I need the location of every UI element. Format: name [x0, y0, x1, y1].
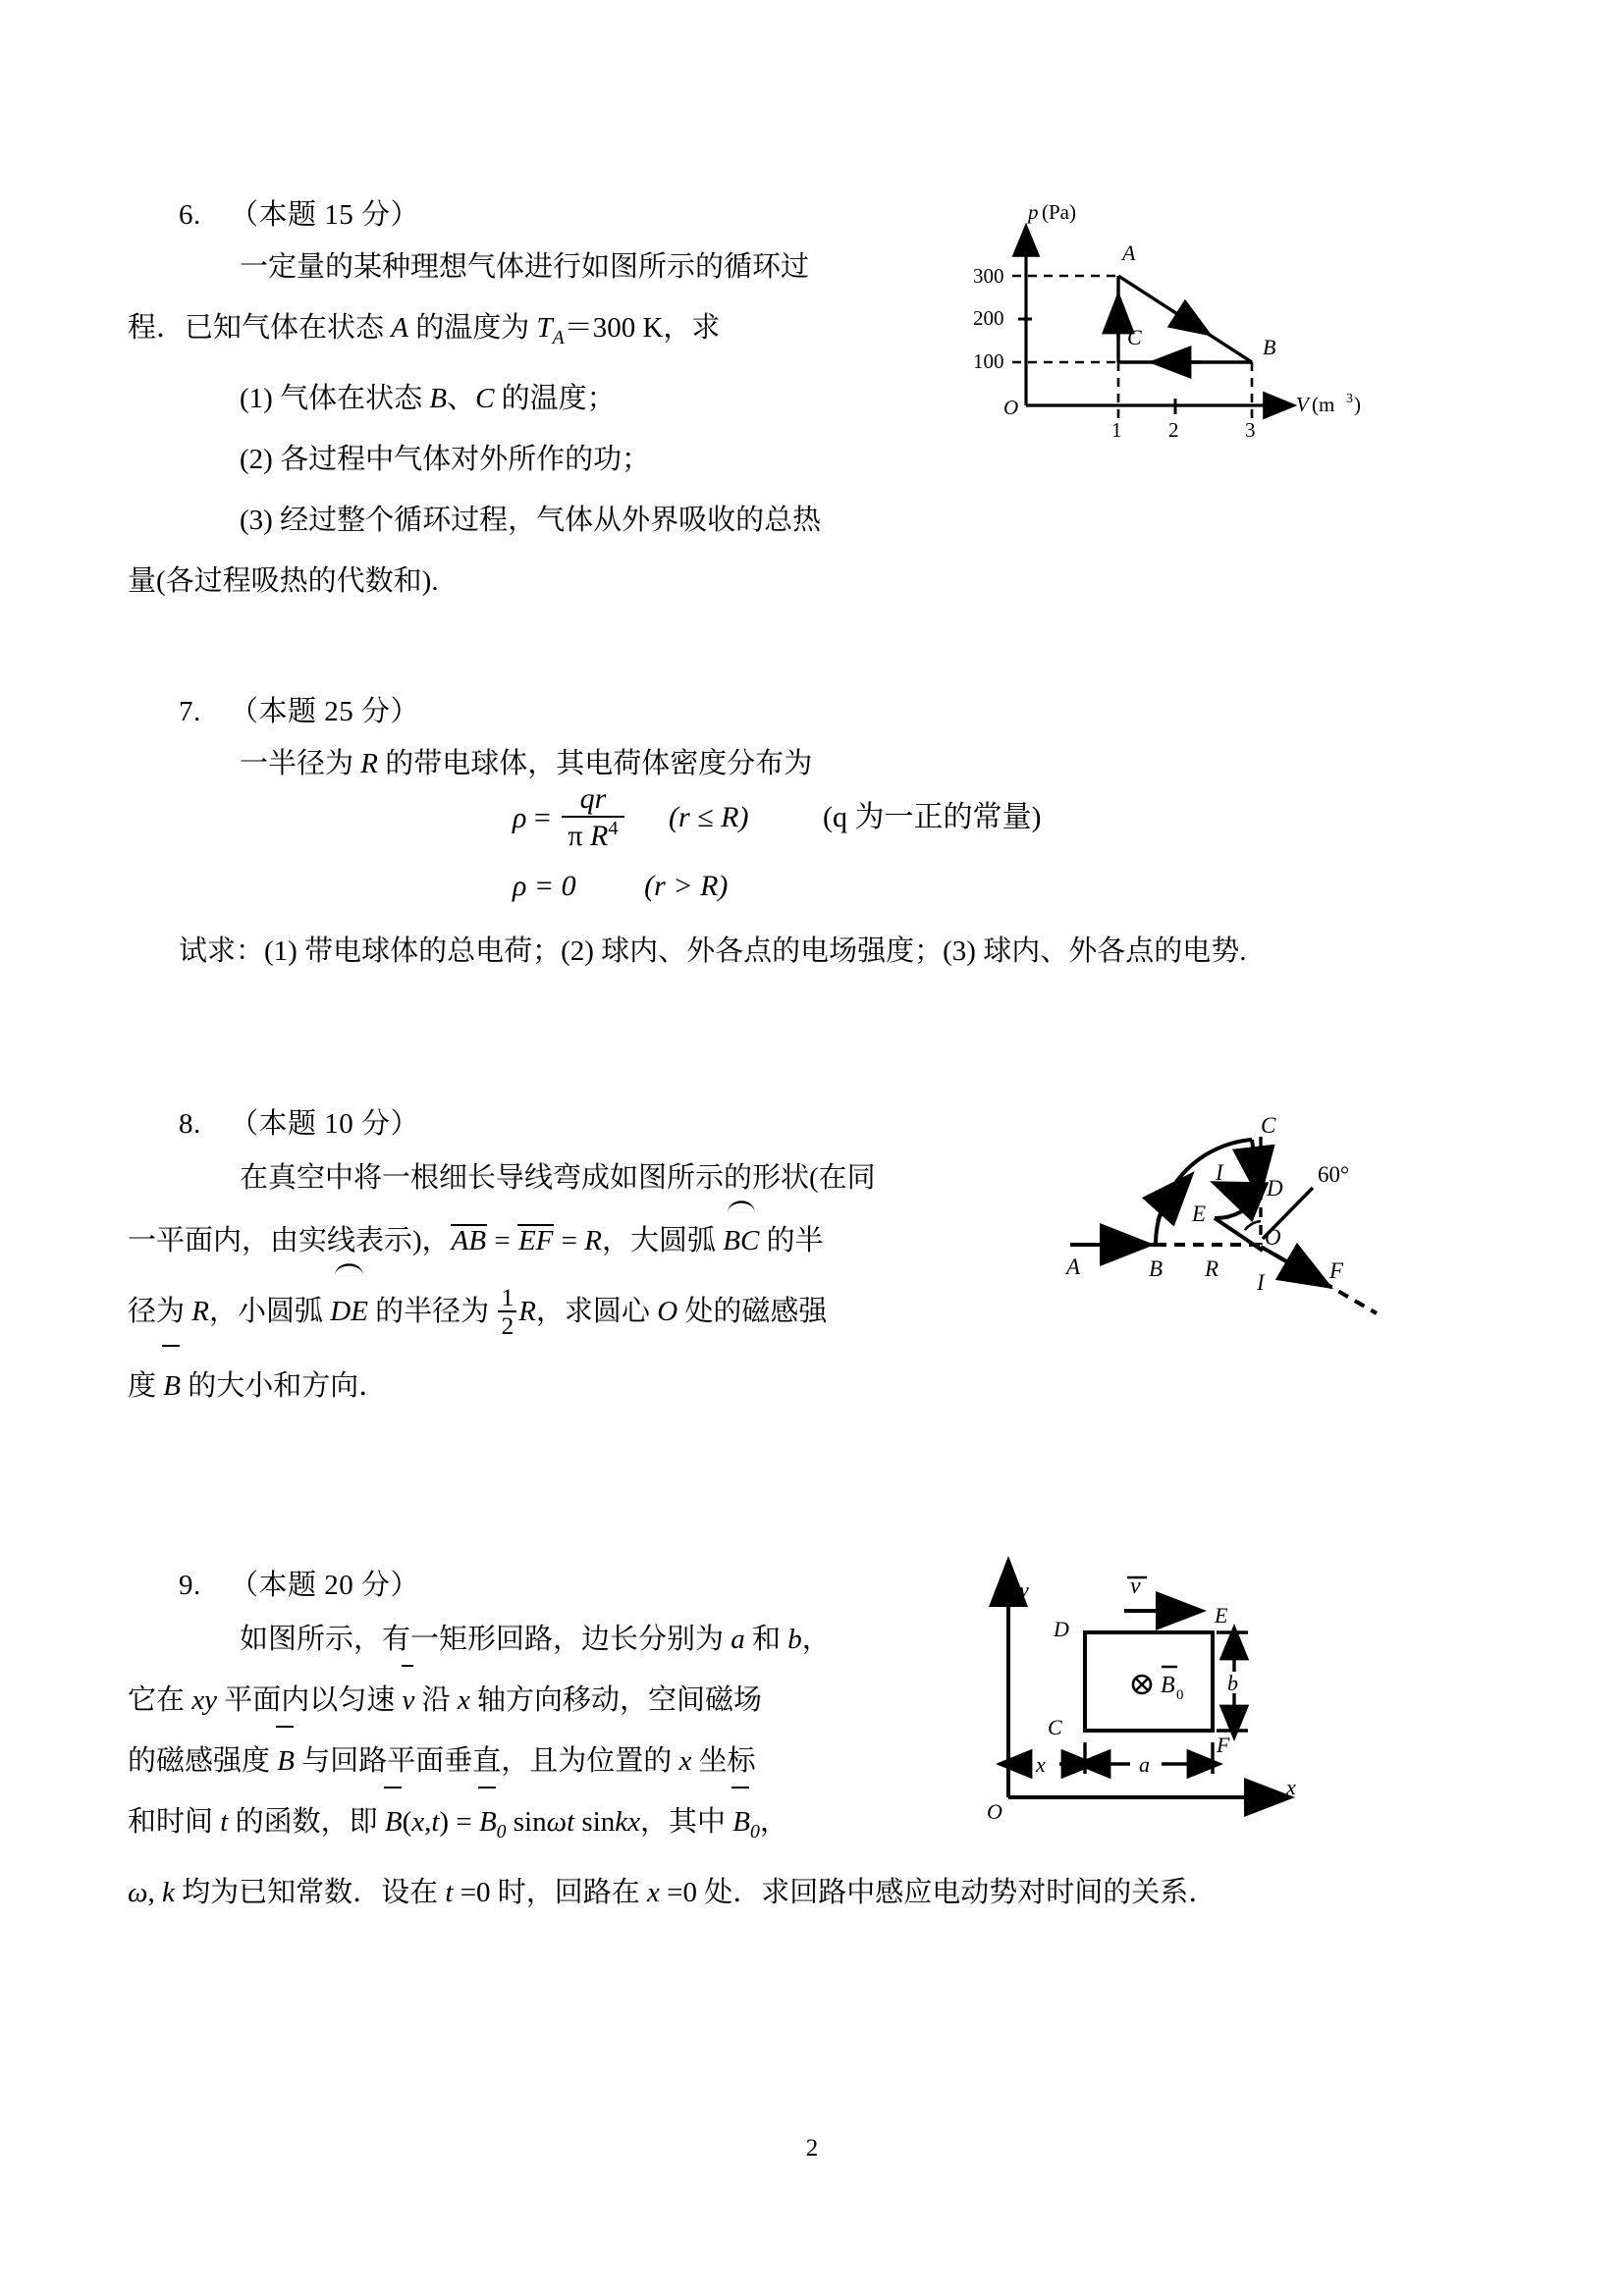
q6-l6-text: 量(各过程吸热的代数和).	[128, 564, 439, 597]
q9-eq-x: x	[411, 1806, 425, 1838]
question-8-heading	[179, 1101, 876, 1142]
question-9-points: （本题 20 分）	[230, 1570, 420, 1601]
question-7-equation-2	[513, 870, 728, 903]
q9-l4-i: ) =	[439, 1806, 479, 1838]
wire-label-R: R	[1205, 1256, 1219, 1281]
q9-l4-n: sin	[574, 1806, 616, 1838]
q7-eq2-condition: (r > R)	[644, 870, 729, 902]
question-7-equation-1	[513, 782, 1042, 855]
q8-vector-B: B	[163, 1350, 181, 1422]
q9-l5-x: x	[647, 1876, 660, 1908]
q7-eq1-R: R	[589, 819, 609, 852]
q9-l5-t: t	[445, 1876, 454, 1908]
q6-l3-a: (1) 气体在状态	[240, 382, 430, 414]
q8-l3-h: ，求圆心	[535, 1296, 658, 1327]
q9-l5-f: =0 时，回路在	[453, 1876, 648, 1908]
wire-arrow-arc-DE	[1235, 1192, 1257, 1196]
q8-l2-a: 一平面内，由实线表示)，	[128, 1225, 451, 1256]
wire-label-C: C	[1261, 1113, 1276, 1138]
q9-l3-a: 的磁感强度	[128, 1745, 278, 1777]
q9-const-B-sub: 0	[749, 1820, 760, 1842]
q8-l3-c: ，小圆弧	[208, 1296, 331, 1327]
loop-corner-C: C	[1048, 1715, 1062, 1739]
q9-l4-s: ，	[759, 1806, 788, 1838]
q9-l1-a: 如图所示，有一矩形回路，边长分别为	[240, 1624, 731, 1655]
question-6-line-3	[179, 368, 821, 429]
q9-l4-l: sin	[506, 1806, 547, 1838]
pv-x-axis-label-paren: )	[1354, 393, 1361, 416]
question-9-number: 9.	[179, 1570, 201, 1601]
loop-rectangle	[1085, 1632, 1213, 1731]
q8-arc-BC: BC	[723, 1208, 759, 1271]
wire-label-I-top: I	[1216, 1160, 1223, 1185]
q7-eq1-equals: =	[533, 801, 551, 834]
pv-point-label-B: B	[1263, 335, 1276, 359]
q7-eq1-fraction	[562, 782, 623, 852]
q6-l4-text: (2) 各过程中气体对外所作的功；	[240, 443, 651, 475]
q6-l2-a: 程．已知气体在状态	[128, 312, 392, 344]
loop-velocity-label: v	[1130, 1574, 1141, 1599]
question-9-line-5	[128, 1862, 1217, 1923]
q6-l1-text: 一定量的某种理想气体进行如图所示的循环过	[240, 251, 810, 283]
pv-ytick-300: 300	[973, 264, 1004, 288]
question-6-line-4	[179, 429, 821, 490]
q8-l2-g: ，大圆弧	[601, 1225, 724, 1256]
pv-arrow-AB	[1171, 310, 1193, 324]
wire-label-B: B	[1149, 1256, 1164, 1281]
wire-label-F: F	[1329, 1258, 1344, 1283]
q7-eq1-pi: π	[568, 819, 583, 852]
q8-l3-g-R: R	[518, 1296, 536, 1327]
question-6-line-1	[179, 237, 821, 297]
q6-l3-c: 、	[447, 382, 476, 414]
q6-state-a: A	[391, 312, 408, 344]
loop-dim-x-label: x	[1036, 1752, 1046, 1777]
q6-l5-text: (3) 经过整个循环过程，气体从外界吸收的总热	[240, 504, 822, 536]
loop-y-axis-label: y	[1019, 1577, 1029, 1602]
q9-l4-p: ，其中	[640, 1806, 733, 1838]
q6-l3-e: 的温度；	[494, 382, 616, 414]
question-6-heading	[179, 192, 821, 233]
wire-label-D: D	[1267, 1176, 1283, 1201]
question-6-line-2	[128, 297, 821, 368]
q7-l1-c: 的带电球体，其电荷体密度分布为	[377, 748, 813, 779]
pv-x-axis-label-symbol: V	[1296, 393, 1309, 416]
q8-l2-c: =	[487, 1225, 517, 1256]
q6-state-c: C	[475, 382, 495, 414]
question-7-heading	[179, 689, 812, 729]
q6-l2-f: ＝300 K，求	[564, 312, 721, 344]
q9-plane-xy: xy	[191, 1684, 218, 1716]
pv-x-axis-label-exp: 3	[1346, 392, 1353, 406]
q9-l5-b: ,	[147, 1876, 162, 1908]
q7-eq1-rho: ρ	[513, 801, 527, 834]
loop-corner-E: E	[1215, 1603, 1228, 1628]
q7-eq1-numerator: qr	[579, 782, 607, 815]
wire-diagram-figure	[1043, 1101, 1465, 1366]
question-7-points: （本题 25 分）	[230, 696, 420, 727]
wire-dashed-OF-ext	[1323, 1282, 1377, 1313]
q9-dim-a: a	[731, 1624, 745, 1655]
q8-fraction-half	[498, 1284, 516, 1340]
question-7	[179, 689, 812, 794]
loop-x-axis-label: x	[1286, 1775, 1296, 1799]
q9-l1-e: ，	[801, 1624, 831, 1655]
wire-arrow-OF	[1274, 1255, 1310, 1275]
pv-diagram-figure	[957, 191, 1370, 437]
wire-label-A: A	[1066, 1255, 1081, 1279]
q9-eq-t: t	[431, 1806, 440, 1838]
q8-l3-R: R	[191, 1296, 209, 1327]
pv-y-axis-label-symbol: p	[1028, 200, 1039, 224]
q9-l2-e: 沿	[414, 1684, 458, 1716]
q8-l4-a: 度	[128, 1370, 164, 1402]
pv-ytick-200: 200	[973, 306, 1004, 330]
q8-l3-j: 处的磁感强	[677, 1296, 828, 1327]
q9-l4-g: ,	[424, 1806, 432, 1838]
q6-l2-c: 的温度为	[407, 312, 537, 344]
loop-dim-a-label: a	[1139, 1752, 1150, 1777]
q9-eq-B: B	[385, 1791, 403, 1852]
loop-corner-D: D	[1054, 1617, 1069, 1641]
question-6-line-5	[179, 490, 821, 551]
q9-vector-v: v	[403, 1670, 415, 1731]
q9-l2-g: 轴方向移动，空间磁场	[469, 1684, 763, 1716]
q9-l4-e: (	[402, 1806, 412, 1838]
question-6-number: 6.	[179, 199, 201, 231]
question-8-points: （本题 10 分）	[230, 1108, 420, 1140]
wire-label-I-bottom: I	[1257, 1270, 1265, 1295]
loop-origin-label: O	[987, 1799, 1002, 1824]
q8-l4-c: 的大小和方向．	[180, 1370, 388, 1402]
q7-symbol-R: R	[360, 748, 378, 779]
q9-axis-x: x	[457, 1684, 470, 1716]
wire-label-angle: 60°	[1318, 1162, 1350, 1187]
q9-l5-h: =0 处．求回路中感应电动势对时间的关系．	[659, 1876, 1218, 1908]
pv-ytick-100: 100	[973, 349, 1004, 373]
loop-corner-F: F	[1217, 1733, 1230, 1757]
q8-l3-e: 的半径为	[367, 1296, 497, 1327]
question-8-line-2	[128, 1208, 876, 1271]
question-8-line-3	[128, 1271, 876, 1350]
q7-last-text: 试求：(1) 带电球体的总电荷；(2) 球内、外各点的电场强度；(3) 球内、外各点的电势.	[179, 935, 1247, 967]
q8-l2-e: =	[554, 1225, 585, 1256]
loop-diagram-svg	[987, 1556, 1350, 1831]
q8-arc-DE: DE	[330, 1271, 368, 1350]
q7-eq1-note: (q 为一正的常量)	[822, 801, 1042, 834]
q6-state-b: B	[429, 382, 448, 414]
question-7-number: 7.	[179, 696, 201, 727]
q9-l2-a: 它在	[128, 1684, 192, 1716]
question-6-points: （本题 15 分）	[230, 199, 420, 231]
pv-xtick-2: 2	[1168, 418, 1179, 437]
question-8-number: 8.	[179, 1108, 201, 1140]
q6-symbol-T-sub: A	[552, 326, 565, 348]
q8-frac-den: 2	[498, 1310, 516, 1340]
pv-point-label-C: C	[1127, 325, 1142, 349]
question-6	[128, 192, 822, 612]
page-number: 2	[805, 2135, 819, 2162]
q9-l2-c: 平面内以匀速	[217, 1684, 403, 1716]
q9-l1-c: 和	[744, 1624, 788, 1655]
question-8-line-4	[128, 1350, 876, 1422]
loop-dim-b-label: b	[1227, 1671, 1238, 1695]
pv-y-axis-label-unit: (Pa)	[1042, 200, 1076, 224]
q8-l3-a: 径为	[128, 1296, 192, 1327]
q9-l3-e: 坐标	[691, 1745, 756, 1777]
wire-label-E: E	[1192, 1201, 1207, 1226]
q8-segment-EF: EF	[517, 1225, 554, 1256]
q9-vector-B: B	[277, 1731, 295, 1791]
pv-point-label-A: A	[1122, 240, 1136, 265]
q9-coord-x: x	[678, 1745, 692, 1777]
q9-l4-a: 和时间	[128, 1806, 221, 1838]
wire-angle-arc	[1245, 1221, 1261, 1230]
pv-x-axis-label-unit: (m	[1312, 393, 1335, 416]
pv-xtick-3: 3	[1245, 418, 1256, 437]
q9-eq-B0: B	[479, 1791, 497, 1852]
q7-l1-a: 一半径为	[240, 748, 361, 779]
q8-center-O: O	[657, 1296, 678, 1327]
q9-time-t: t	[220, 1806, 229, 1838]
question-6-line-6	[128, 551, 821, 612]
pv-xtick-1: 1	[1111, 418, 1122, 437]
loop-field-label-sub: 0	[1176, 1687, 1184, 1703]
q7-eq1-denominator	[562, 816, 623, 853]
q8-l2-i: 的半	[759, 1225, 824, 1256]
q9-dim-b: b	[787, 1624, 802, 1655]
q9-l4-c: 的函数，即	[228, 1806, 385, 1838]
wire-diagram-svg	[1043, 1101, 1465, 1366]
wire-label-O: O	[1265, 1225, 1281, 1250]
loop-field-label: B	[1161, 1673, 1175, 1698]
q7-eq1-condition: (r ≤ R)	[669, 801, 749, 834]
q9-eq-kx: kx	[615, 1806, 640, 1838]
pv-origin-label: O	[1003, 396, 1019, 419]
q7-eq1-exp: 4	[608, 817, 619, 839]
question-8-line-1	[179, 1148, 876, 1208]
pv-diagram-svg	[957, 191, 1370, 437]
q9-eq-omega-t: ωt	[546, 1806, 575, 1838]
q9-const-k: k	[161, 1876, 175, 1908]
q9-const-B: B	[732, 1791, 750, 1852]
q9-const-omega: ω	[128, 1876, 148, 1908]
q7-eq2-expr: ρ = 0	[513, 870, 576, 902]
loop-diagram-figure	[987, 1556, 1350, 1831]
q8-segment-AB: AB	[451, 1225, 487, 1256]
q8-frac-num: 1	[501, 1282, 514, 1311]
question-7-last-line	[179, 921, 1246, 982]
q9-eq-B0-sub: 0	[496, 1820, 507, 1842]
q9-l5-d: 均为已知常数．设在	[174, 1876, 446, 1908]
q9-l3-c: 与回路平面垂直，且为位置的	[294, 1745, 679, 1777]
q8-symbol-R: R	[584, 1225, 602, 1256]
question-8	[128, 1101, 876, 1422]
q6-symbol-T: T	[536, 312, 553, 344]
q8-l1-text: 在真空中将一根细长导线弯成如图所示的形状(在同	[240, 1162, 876, 1194]
